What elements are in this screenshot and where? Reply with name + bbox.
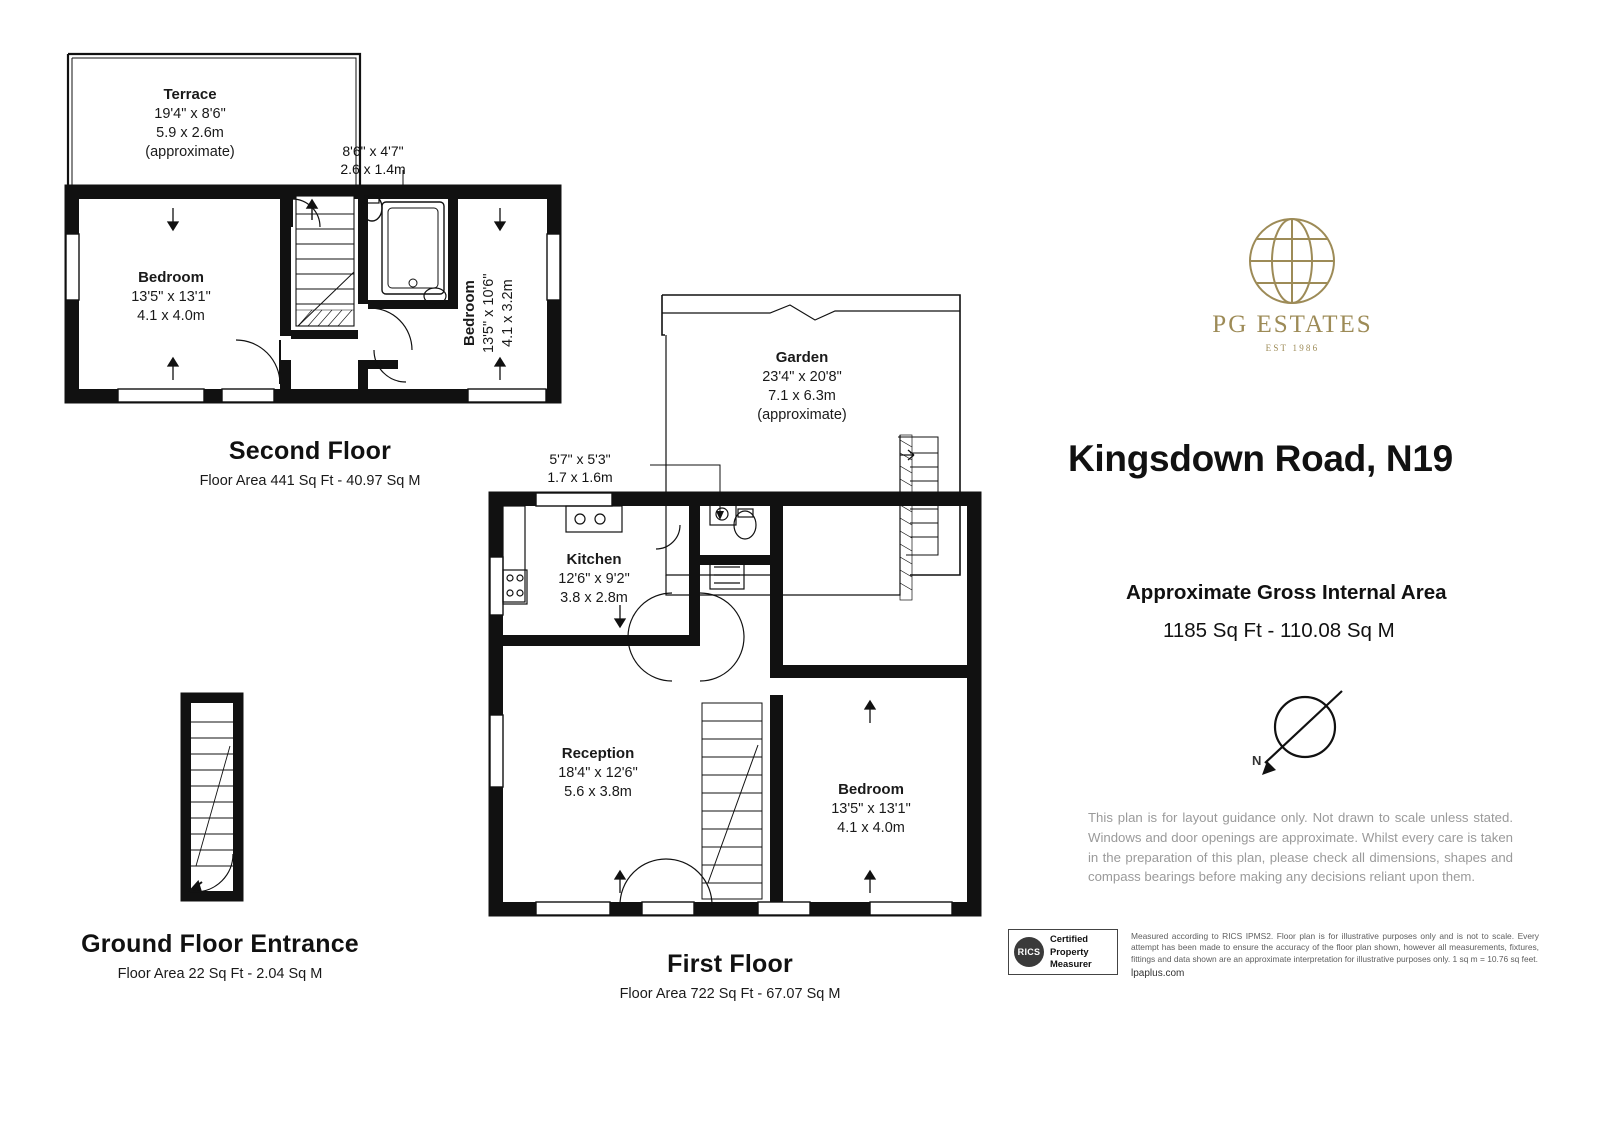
second-bathroom-dim-imperial: 8'6" x 4'7"	[342, 143, 404, 159]
room-label-kitchen	[508, 550, 680, 608]
room-label-garden	[712, 348, 892, 425]
rics-seal-icon: RICS	[1014, 937, 1044, 967]
ground-floor-entrance-title: Ground Floor Entrance	[81, 930, 359, 958]
room-label-first-bedroom	[785, 780, 957, 838]
rics-badge-line2: Property	[1050, 945, 1089, 957]
first-floor-area: Floor Area 722 Sq Ft - 67.07 Sq M	[619, 986, 841, 1002]
dim-callout-wc	[505, 450, 655, 486]
second-bathroom-dim-metric: 2.6 x 1.4m	[340, 161, 406, 178]
second-bedroom-left-dim-metric: 4.1 x 4.0m	[137, 307, 205, 324]
kitchen-dim-imperial: 12'6" x 9'2"	[558, 570, 630, 587]
compass-north-label: N	[1252, 753, 1262, 768]
garden-note: (approximate)	[757, 407, 847, 424]
ground-floor-entrance-area: Floor Area 22 Sq Ft - 2.04 Sq M	[117, 966, 323, 982]
disclaimer-text: This plan is for layout guidance only. Not drawn to scale unless stated. Windows and door openings are approximate. Whilst every care is taken in the preparation of this plan, please check all dimensions, shapes and compass bearings before making any decisions reliant upon them.	[1088, 810, 1513, 885]
room-label-second-bedroom-left	[86, 268, 256, 326]
rics-note-body: Measured according to RICS IPMS2. Floor plan is for illustrative purposes only and is not to scale. Every attempt has been made to ensure the accuracy of the floor plan shown, however all measurements, fixtures, fittings and data shown are an approximate interpretation for illustrative purposes only. 1 sq m = 10.76 sq feet.	[1131, 931, 1539, 964]
kitchen-dim-metric: 3.8 x 2.8m	[560, 589, 628, 606]
terrace-dim-imperial: 19'4" x 8'6"	[154, 105, 226, 122]
second-floor-title: Second Floor	[228, 437, 392, 465]
reception-dim-metric: 5.6 x 3.8m	[564, 783, 632, 800]
garden-dim-imperial: 23'4" x 20'8"	[762, 368, 842, 385]
ground-floor-entrance-drawing	[160, 686, 280, 916]
brand-logo	[1185, 215, 1400, 353]
dim-callout-second-bathroom	[303, 142, 443, 178]
reception-name: Reception	[561, 745, 635, 762]
garden-name: Garden	[775, 349, 829, 366]
gia-value: 1185 Sq Ft - 110.08 Sq M	[1163, 619, 1395, 642]
provider-brand: lpaplus.com	[1131, 968, 1185, 980]
page-title: Kingsdown Road, N19	[1068, 438, 1453, 479]
rics-measurement-note	[1131, 931, 1539, 981]
garden-dim-metric: 7.1 x 6.3m	[768, 387, 836, 404]
second-bedroom-right-name: Bedroom	[461, 280, 478, 346]
terrace-note: (approximate)	[145, 144, 235, 161]
first-bedroom-name: Bedroom	[838, 781, 904, 798]
room-label-terrace	[100, 85, 280, 162]
second-floor-area: Floor Area 441 Sq Ft - 40.97 Sq M	[199, 473, 421, 489]
floor-caption-second-floor	[110, 437, 510, 489]
kitchen-name: Kitchen	[566, 551, 622, 568]
second-bedroom-right-dim-imperial: 13'5" x 10'6"	[480, 273, 497, 353]
second-bedroom-left-dim-imperial: 13'5" x 13'1"	[131, 288, 211, 305]
floor-caption-ground-floor-entrance	[40, 930, 400, 982]
rics-badge-line3: Measurer	[1050, 958, 1092, 970]
wc-dim-imperial: 5'7" x 5'3"	[549, 451, 611, 467]
second-bedroom-right-dim-metric: 4.1 x 3.2m	[499, 279, 516, 347]
compass-rose	[1250, 685, 1360, 785]
rics-badge-line1: Certified	[1050, 933, 1089, 945]
reception-dim-imperial: 18'4" x 12'6"	[558, 764, 638, 781]
terrace-dim-metric: 5.9 x 2.6m	[156, 124, 224, 141]
gia-title: Approximate Gross Internal Area	[1126, 581, 1447, 604]
wc-dim-metric: 1.7 x 1.6m	[547, 469, 613, 486]
globe-icon	[1185, 215, 1400, 307]
second-bedroom-left-name: Bedroom	[138, 269, 204, 286]
terrace-name: Terrace	[163, 86, 217, 103]
logo-established: EST 1986	[1265, 343, 1320, 353]
rics-certified-badge	[1008, 929, 1118, 975]
floor-caption-first-floor	[560, 950, 900, 1002]
first-bedroom-dim-imperial: 13'5" x 13'1"	[831, 800, 911, 817]
logo-name: PG ESTATES	[1212, 311, 1373, 338]
first-floor-title: First Floor	[667, 950, 793, 978]
first-bedroom-dim-metric: 4.1 x 4.0m	[837, 819, 905, 836]
room-label-reception	[512, 744, 684, 802]
